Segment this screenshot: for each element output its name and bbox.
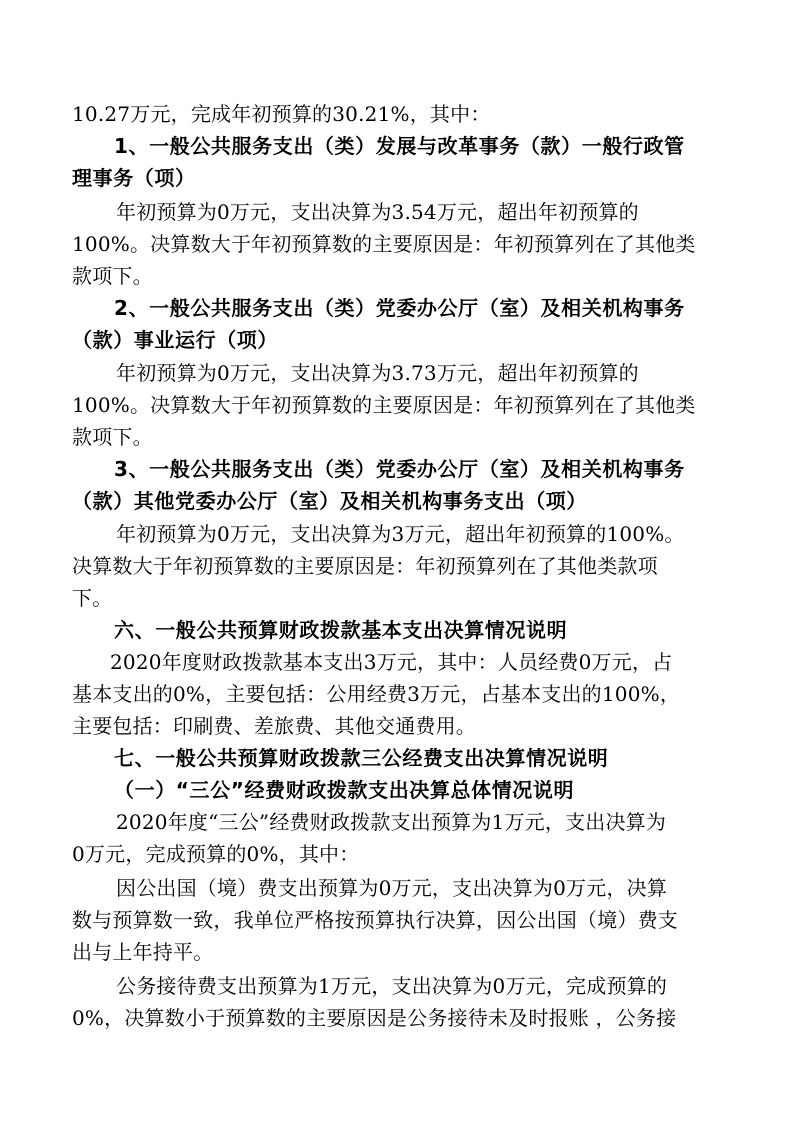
section-heading: （款）事业运行（项） [72,328,278,352]
section-heading: 七、一般公共预算财政拨款三公经费支出决算情况说明 [114,746,609,770]
section-heading: 六、一般公共预算财政拨款基本支出决算情况说明 [114,618,568,642]
body-text-line: 100%。决算数大于年初预算数的主要原因是：年初预算列在了其他类 [72,232,696,256]
body-text-line: 100%。决算数大于年初预算数的主要原因是：年初预算列在了其他类 [72,393,696,417]
section-heading: （款）其他党委办公厅（室）及相关机构事务支出（项） [72,489,587,513]
body-text-line: 年初预算为0万元，支出决算为3万元，超出年初预算的100%。 [116,522,685,546]
section-heading: 3、一般公共服务支出（类）党委办公厅（室）及相关机构事务 [114,457,685,481]
body-text-line: 10.27万元，完成年初预算的30.21%，其中： [72,102,491,126]
body-text-line: 款项下。 [72,264,153,288]
body-text-line: 基本支出的0%，主要包括：公用经费3万元，占基本支出的100%， [72,682,681,706]
body-text-line: 公务接待费支出预算为1万元，支出决算为0万元，完成预算的 [116,974,668,998]
body-text-line: 年初预算为0万元，支出决算为3.54万元，超出年初预算的 [116,200,639,224]
body-text-line: 决算数大于年初预算数的主要原因是：年初预算列在了其他类款项 [72,554,658,578]
body-text-line: 下。 [72,586,113,610]
body-text-line: 0%，决算数小于预算数的主要原因是公务接待未及时报账 ，公务接 [72,1006,677,1030]
body-text-line: 因公出国（境）费支出预算为0万元，支出决算为0万元，决算 [116,876,668,900]
body-text-line: 款项下。 [72,425,153,449]
body-text-line: 2020年度“三公”经费财政拨款支出预算为1万元，支出决算为 [116,810,667,834]
section-heading: 2、一般公共服务支出（类）党委办公厅（室）及相关机构事务 [114,296,685,320]
body-text-line: 出与上年持平。 [72,940,214,964]
subsection-heading: （一）“三公”经费财政拨款支出决算总体情况说明 [114,778,575,802]
body-text-line: 年初预算为0万元，支出决算为3.73万元，超出年初预算的 [116,361,639,385]
section-heading: 1、一般公共服务支出（类）发展与改革事务（款）一般行政管 [114,134,685,158]
section-heading: 理事务（项） [72,166,196,190]
body-text-line: 数与预算数一致，我单位严格按预算执行决算，因公出国（境）费支 [72,908,678,932]
body-text-line: 0万元，完成预算的0%，其中： [72,842,360,866]
body-text-line: 主要包括：印刷费、差旅费、其他交通费用。 [72,714,476,738]
body-text-line: 2020年度财政拨款基本支出3万元，其中：人员经费0万元，占 [110,650,673,674]
